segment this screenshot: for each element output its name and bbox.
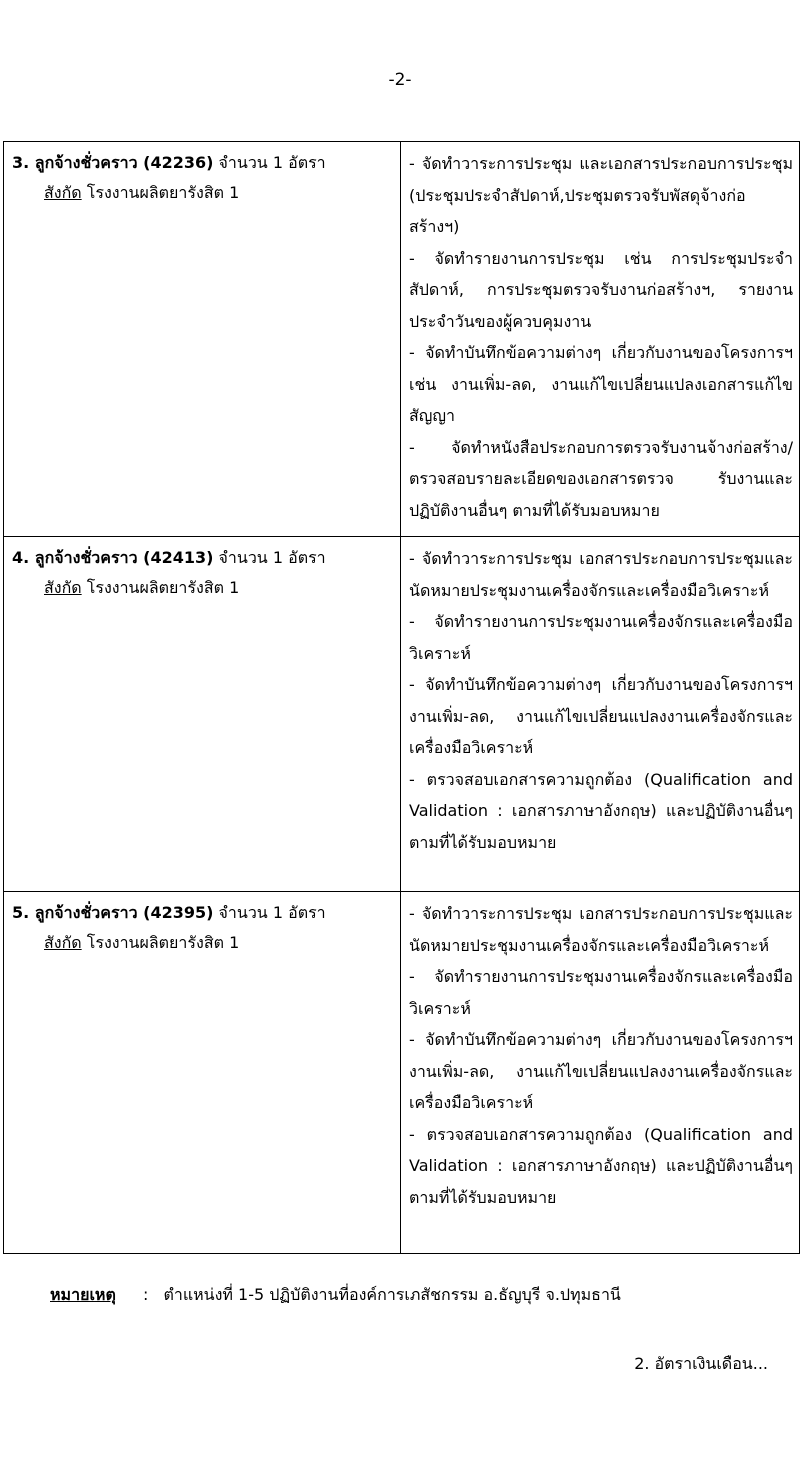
position-quantity: จำนวน 1 อัตรา (218, 548, 326, 567)
positions-table (3, 141, 800, 1254)
page-number: -2- (388, 70, 412, 90)
duties-cell (401, 892, 800, 1254)
remark (50, 1283, 621, 1308)
remark-label: หมายเหตุ (50, 1285, 116, 1304)
position-cell (4, 142, 401, 537)
duties-cell (401, 142, 800, 537)
position-quantity: จำนวน 1 อัตรา (218, 903, 326, 922)
department-label: สังกัด (44, 183, 82, 202)
duty-item: - จัดทำรายงานการประชุมงานเครื่องจักรและเครื่องมือวิเคราะห์ (409, 612, 793, 663)
continuation-text: 2. อัตราเงินเดือน... (634, 1354, 768, 1373)
department-label: สังกัด (44, 578, 82, 597)
table-row (4, 142, 800, 537)
position-cell (4, 892, 401, 1254)
department-value: โรงงานผลิตยารังสิต 1 (86, 183, 240, 202)
position-title: 3. ลูกจ้างชั่วคราว (42236) (12, 153, 214, 172)
position-cell (4, 537, 401, 892)
department-value: โรงงานผลิตยารังสิต 1 (86, 933, 240, 952)
duty-item: - จัดทำรายงานการประชุมงานเครื่องจักรและเครื่องมือวิเคราะห์ (409, 967, 793, 1018)
duties-cell (401, 537, 800, 892)
position-title: 4. ลูกจ้างชั่วคราว (42413) (12, 548, 214, 567)
duty-item: - จัดทำหนังสือประกอบการตรวจรับงานจ้างก่อสร้าง/ตรวจสอบรายละเอียดของเอกสารตรวจ รับงานและปฏิบัติงานอื่นๆ ตามที่ได้รับมอบหมาย (409, 437, 793, 520)
table-row (4, 537, 800, 892)
duty-item: - จัดทำวาระการประชุม เอกสารประกอบการประชุมและนัดหมายประชุมงานเครื่องจักรและเครื่องมือวิเคราะห์ (409, 549, 793, 600)
department-label: สังกัด (44, 933, 82, 952)
duty-item: - ตรวจสอบเอกสารความถูกต้อง (Qualification and Validation : เอกสารภาษาอังกฤษ) และปฏิบัติงานอื่นๆ ตามที่ได้รับมอบหมาย (409, 1124, 793, 1207)
duty-item: - จัดทำบันทึกข้อความต่างๆ เกี่ยวกับงานของโครงการฯ งานเพิ่ม-ลด, งานแก้ไขเปลี่ยนแปลงงานเครื่องจักรและเครื่องมือวิเคราะห์ (409, 1030, 793, 1112)
position-quantity: จำนวน 1 อัตรา (218, 153, 326, 172)
remark-text: ตำแหน่งที่ 1-5 ปฏิบัติงานที่องค์การเภสัชกรรม อ.ธัญบุรี จ.ปทุมธานี (163, 1285, 621, 1304)
department-value: โรงงานผลิตยารังสิต 1 (86, 578, 240, 597)
duty-item: - จัดทำบันทึกข้อความต่างๆ เกี่ยวกับงานของโครงการฯ งานเพิ่ม-ลด, งานแก้ไขเปลี่ยนแปลงงานเครื่องจักรและเครื่องมือวิเคราะห์ (409, 675, 793, 757)
remark-separator: : (142, 1285, 149, 1304)
duty-item: - จัดทำวาระการประชุม และเอกสารประกอบการประชุม (ประชุมประจำสัปดาห์,ประชุมตรวจรับพัสดุจ้างก่อสร้างฯ) (409, 154, 793, 236)
position-title: 5. ลูกจ้างชั่วคราว (42395) (12, 903, 214, 922)
duty-item: - จัดทำรายงานการประชุม เช่น การประชุมประจำสัปดาห์, การประชุมตรวจรับงานก่อสร้างฯ, รายงานประจำวันของผู้ควบคุมงาน (409, 248, 793, 331)
duty-item: - จัดทำบันทึกข้อความต่างๆ เกี่ยวกับงานของโครงการฯ เช่น งานเพิ่ม-ลด, งานแก้ไขเปลี่ยนแปลงเอกสารแก้ไขสัญญา (409, 343, 793, 425)
duty-item: - ตรวจสอบเอกสารความถูกต้อง (Qualification and Validation : เอกสารภาษาอังกฤษ) และปฏิบัติงานอื่นๆ ตามที่ได้รับมอบหมาย (409, 769, 793, 852)
duty-item: - จัดทำวาระการประชุม เอกสารประกอบการประชุมและนัดหมายประชุมงานเครื่องจักรและเครื่องมือวิเคราะห์ (409, 904, 793, 955)
table-row (4, 892, 800, 1254)
